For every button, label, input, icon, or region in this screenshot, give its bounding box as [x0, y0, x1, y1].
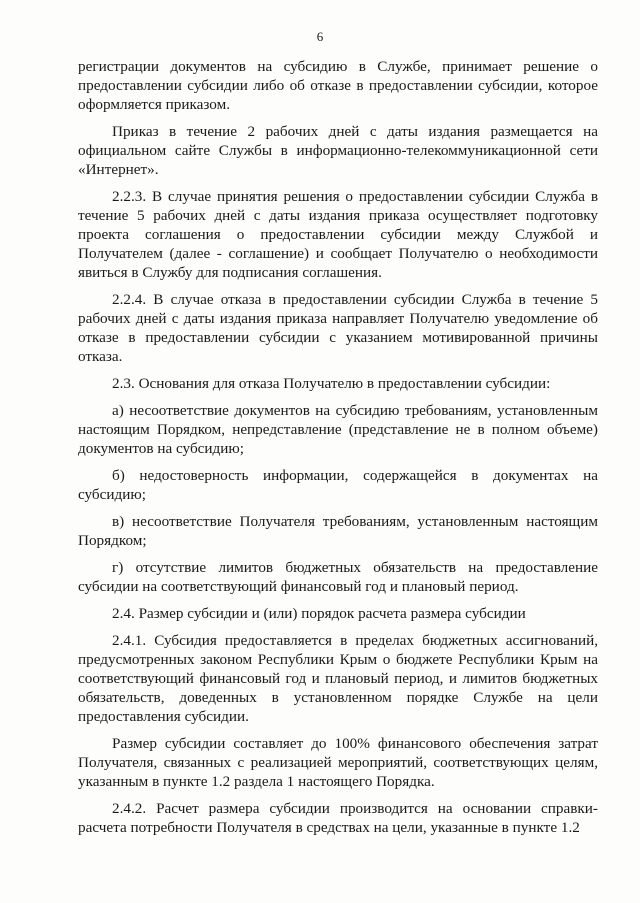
paragraph-subsidy-size: Размер субсидии составляет до 100% финансового обеспечения затрат Получателя, связанных с реализацией мероприятий, соответствующих целям, указанным в пункте 1.2 раздела 1 настоящего Порядка. — [78, 735, 598, 790]
document-body — [78, 57, 598, 837]
list-item-b: б) недостоверность информации, содержащейся в документах на субсидию; — [78, 467, 598, 503]
list-item-a: а) несоответствие документов на субсидию требованиям, установленным настоящим Порядком, непредставление (представление не в полном объеме) документов на субсидию; — [78, 402, 598, 457]
paragraph-continuation: регистрации документов на субсидию в Службе, принимает решение о предоставлении субсидии либо об отказе в предоставлении субсидии, которое оформляется приказом. — [78, 58, 598, 113]
list-item-g: г) отсутствие лимитов бюджетных обязательств на предоставление субсидии на соответствующий финансовый год и плановый период. — [78, 559, 598, 595]
paragraph-2-3-heading: 2.3. Основания для отказа Получателю в предоставлении субсидии: — [112, 375, 551, 392]
paragraph-2-2-3: 2.2.3. В случае принятия решения о предоставлении субсидии Служба в течение 5 рабочих дней с даты издания приказа осуществляет подготовку проекта соглашения о предоставлении субсидии между Службой и Получателем (далее - соглашение) и сообщает Получателю о необходимости явиться в Службу для подписания соглашения. — [78, 188, 598, 281]
paragraph-2-4-2: 2.4.2. Расчет размера субсидии производится на основании справки-расчета потребности Получателя в средствах на цели, указанные в пункте 1.2 — [78, 800, 598, 836]
list-item-v: в) несоответствие Получателя требованиям, установленным настоящим Порядком; — [78, 513, 598, 549]
paragraph-2-2-4: 2.2.4. В случае отказа в предоставлении субсидии Служба в течение 5 рабочих дней с даты издания приказа направляет Получателю уведомление об отказе в предоставлении субсидии с указанием мотивированной причины отказа. — [78, 291, 598, 365]
paragraph-2-4-heading: 2.4. Размер субсидии и (или) порядок расчета размера субсидии — [112, 605, 526, 622]
paragraph-order-publication: Приказ в течение 2 рабочих дней с даты издания размещается на официальном сайте Службы в информационно-телекоммуникационной сети «Интернет». — [78, 123, 598, 178]
paragraph-2-4-1: 2.4.1. Субсидия предоставляется в пределах бюджетных ассигнований, предусмотренных законом Республики Крым о бюджете Республики Крым на соответствующий финансовый год и плановый период, и лимитов бюджетных обязательств, доведенных в установленном порядке Службе на цели предоставления субсидии. — [78, 632, 598, 725]
page-number: 6 — [316, 29, 324, 44]
